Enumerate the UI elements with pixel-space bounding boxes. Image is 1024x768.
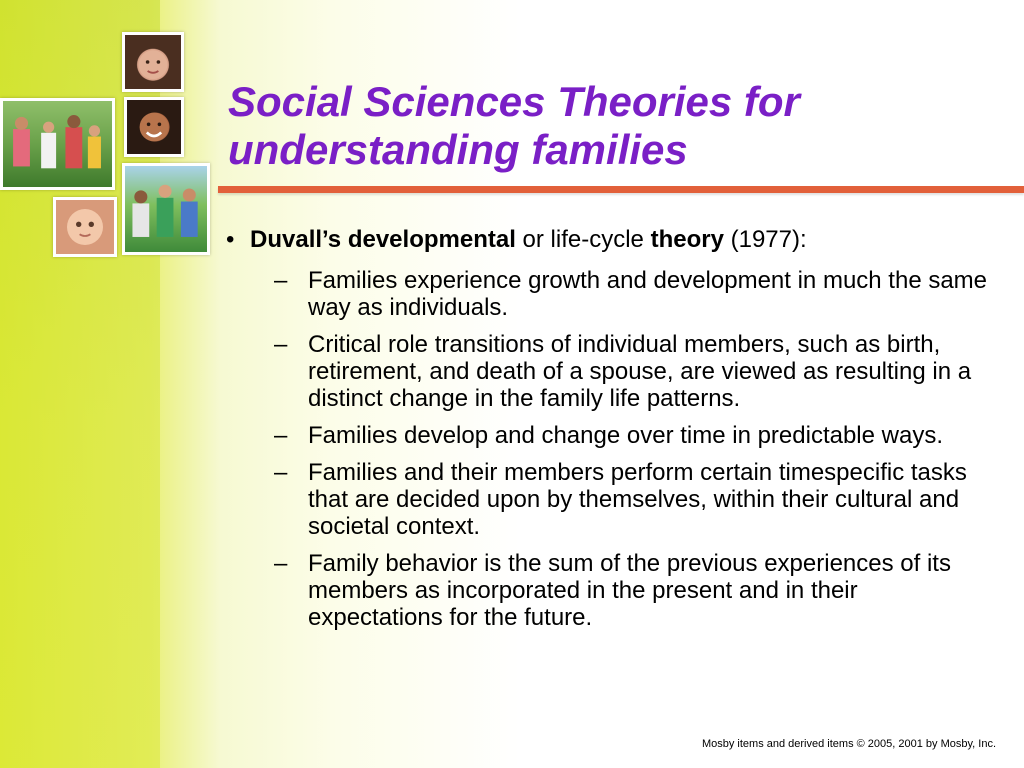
photo-child-girl <box>122 32 184 92</box>
sub-bullet-text: Families experience growth and development in much the same way as individuals. <box>308 267 988 321</box>
sub-bullet-list <box>226 267 1006 631</box>
copyright-footer: Mosby items and derived items © 2005, 2001 by Mosby, Inc. <box>701 738 996 750</box>
dash-mark: – <box>274 422 288 449</box>
slide-body <box>226 226 1006 641</box>
title-divider <box>218 186 1024 193</box>
dash-mark: – <box>274 550 288 577</box>
photo-baby <box>53 197 117 257</box>
sub-bullet <box>226 550 988 631</box>
dash-mark: – <box>274 459 288 486</box>
photo-children-playing <box>122 163 210 255</box>
sub-bullet <box>226 459 988 540</box>
main-bullet <box>226 226 1006 253</box>
bullet-bold-term: Duvall’s developmental <box>250 226 516 253</box>
bullet-mark: • <box>226 226 235 253</box>
sub-bullet-text: Families and their members perform certain timespecific tasks that are decided upon by themselves, within their cultural and societal context. <box>308 459 967 540</box>
photo-woman-smiling <box>124 97 184 157</box>
bullet-year: (1977): <box>723 226 807 253</box>
photo-family-group <box>0 98 115 190</box>
sub-bullet <box>226 422 988 449</box>
bullet-bold-theory: theory <box>650 226 724 253</box>
dash-mark: – <box>274 331 288 358</box>
sub-bullet <box>226 267 988 321</box>
dash-mark: – <box>274 267 288 294</box>
sub-bullet-text: Families develop and change over time in predictable ways. <box>308 422 944 449</box>
sub-bullet <box>226 331 988 412</box>
sub-bullet-text: Family behavior is the sum of the previous experiences of its members as incorporated in the present and in their expectations for the future. <box>308 550 951 631</box>
sub-bullet-text: Critical role transitions of individual members, such as birth, retirement, and death of a spouse, are viewed as resulting in a distinct change in the family life patterns. <box>308 331 972 412</box>
slide-title: Social Sciences Theories for understanding families <box>228 78 800 173</box>
bullet-text: or life-cycle <box>515 226 651 253</box>
